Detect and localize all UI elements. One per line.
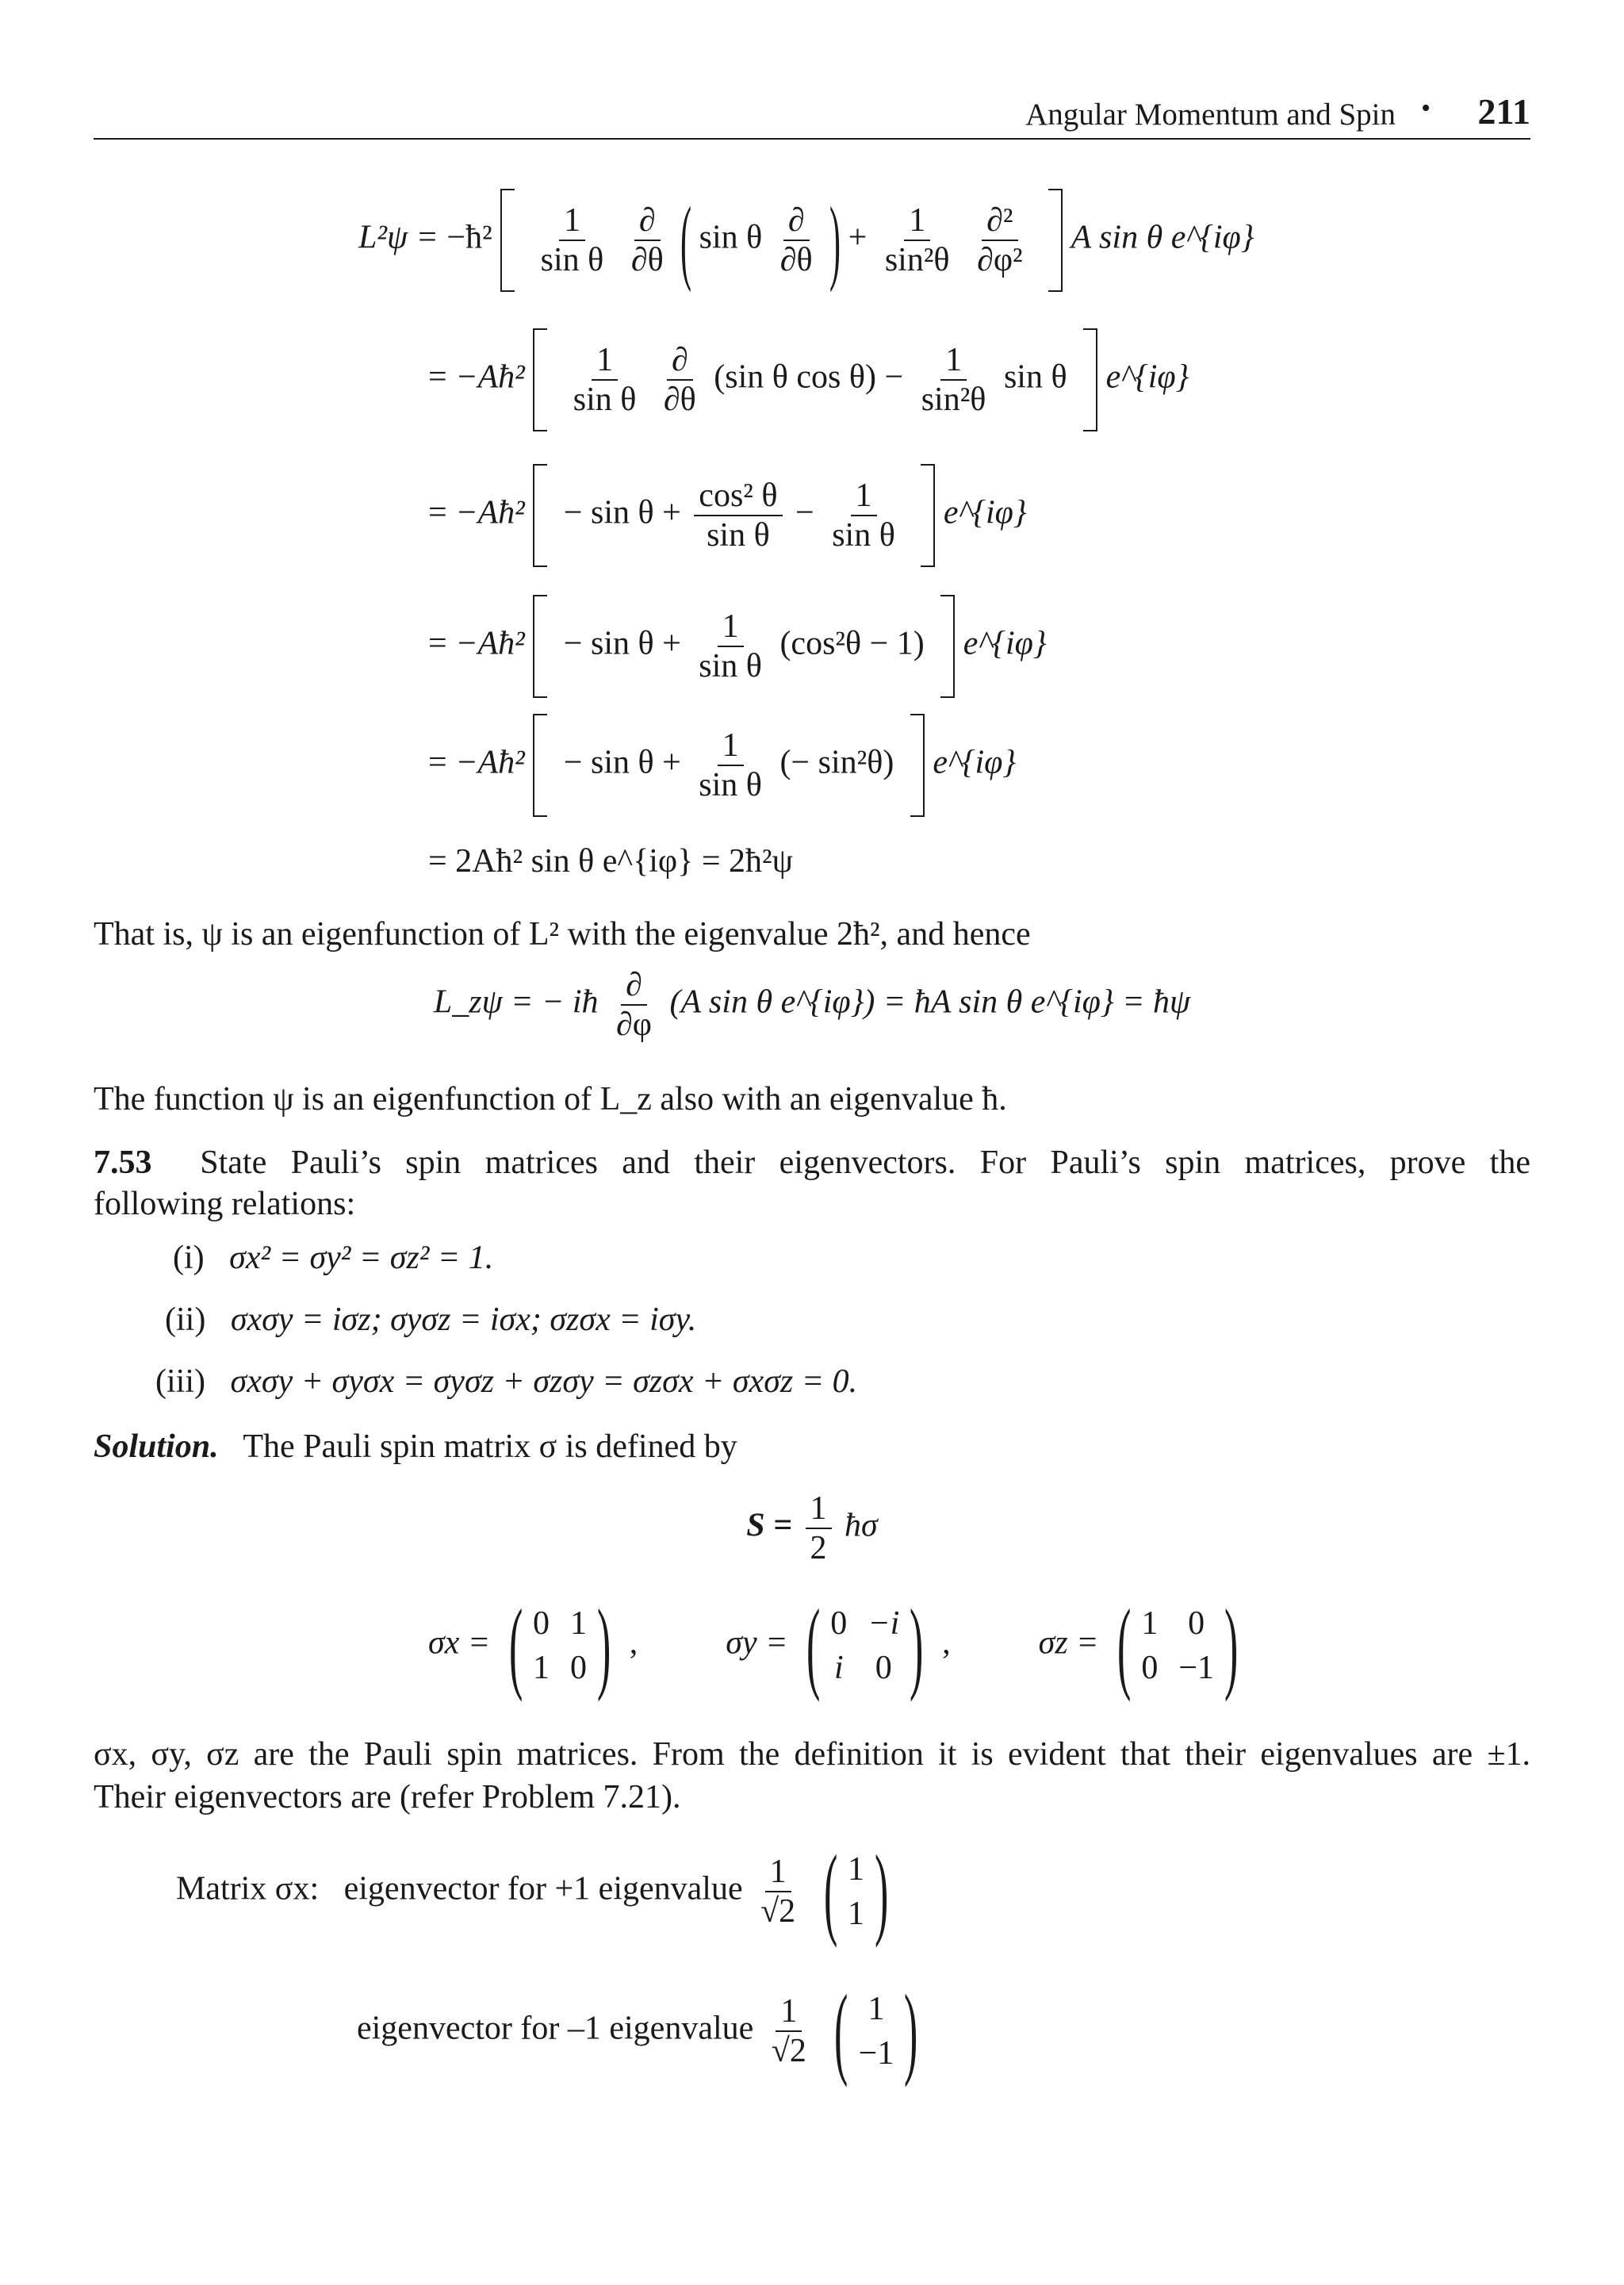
derivation-line-6: [428, 842, 793, 880]
page-number: 211: [1477, 91, 1530, 132]
sigma-y-matrix: [796, 1589, 934, 1703]
sigma-z-label: σz =: [1038, 1624, 1099, 1662]
denominator: ∂θ: [779, 242, 813, 278]
matrix-paren: ): [596, 1589, 611, 1703]
fraction: [694, 609, 767, 684]
matrix-paren: ): [1224, 1589, 1239, 1703]
plus-sign: +: [848, 219, 868, 256]
fraction: [880, 203, 955, 278]
equals-sign: =: [428, 744, 447, 781]
normalization-fraction: [767, 1994, 811, 2068]
matrix-paren: (: [834, 1974, 848, 2088]
numerator: ∂: [783, 203, 810, 241]
denominator: ∂φ: [616, 1006, 653, 1044]
denominator: sin θ: [707, 517, 770, 554]
denominator: √2: [760, 1893, 796, 1930]
denominator: sin²θ: [884, 242, 950, 278]
matrix-paren: ): [874, 1835, 889, 1949]
matrix-entry: 1: [570, 1605, 587, 1642]
close-paren: ): [829, 187, 841, 293]
fraction-half: [806, 1491, 832, 1566]
minus-sign: −: [795, 494, 814, 531]
fraction: [917, 343, 991, 417]
numerator: ∂: [621, 968, 647, 1006]
numerator: 1: [806, 1491, 832, 1529]
lz-rhs: (A sin θ e^{iφ}) = ħA sin θ e^{iφ} = ħψ: [669, 983, 1191, 1021]
line2-paren: (sin θ cos θ) −: [714, 358, 904, 396]
relation-label: (iii): [155, 1363, 205, 1400]
vector-entry: 1: [847, 1896, 864, 1932]
line4-paren: (cos²θ − 1): [779, 625, 925, 662]
fraction: [694, 728, 767, 803]
numerator: ∂: [634, 203, 661, 241]
paragraph-text: σx, σy, σz are the Pauli spin matrices. From the definition it is evident that their eigenvalues are ±1.: [94, 1736, 1530, 1773]
sigma-x-label: σx =: [428, 1624, 491, 1662]
relation-text: σxσy + σyσx = σyσz + σzσy = σzσx + σxσz = 0.: [230, 1363, 858, 1400]
eigenvector-plus: [176, 1835, 898, 1949]
fraction: [569, 343, 642, 417]
matrix-paren: ): [910, 1589, 924, 1703]
right-bracket: [910, 714, 925, 817]
derivation-line-3: [428, 464, 1027, 567]
relation-ii: [165, 1301, 696, 1339]
left-bracket: [500, 189, 515, 292]
line5-paren: (− sin²θ): [779, 744, 894, 781]
numerator: 1: [851, 478, 877, 516]
equals-sign: =: [428, 358, 447, 396]
line3-prefix: −Aħ²: [455, 494, 525, 531]
numerator: 1: [718, 609, 744, 647]
matrix-label: Matrix σx:: [176, 1870, 320, 1907]
lz-lhs: L_zψ = − iħ: [433, 983, 599, 1021]
line3-term: − sin θ +: [563, 494, 681, 531]
matrix-entry: −i: [868, 1605, 900, 1642]
vector-entry: 1: [847, 1851, 864, 1888]
comma: ,: [942, 1624, 951, 1662]
header-bullet: •: [1421, 94, 1431, 123]
relation-label: (i): [173, 1240, 205, 1276]
numerator: 1: [765, 1854, 791, 1892]
spin-definition: [0, 1491, 1624, 1566]
problem-number: 7.53: [94, 1144, 152, 1181]
partial-derivative: [626, 203, 668, 278]
denominator: ∂φ²: [977, 242, 1023, 278]
numerator: 1: [904, 203, 930, 241]
vector-entry: −1: [858, 2035, 894, 2072]
partial-derivative: [659, 343, 701, 417]
relation-i: [173, 1239, 493, 1277]
solution-intro: [94, 1426, 1530, 1467]
denominator: ∂θ: [663, 381, 696, 418]
matrix-entry: 0: [830, 1605, 848, 1642]
line4-term: − sin θ +: [563, 625, 681, 662]
paragraph-lz: [94, 1079, 1530, 1120]
paragraph-eigenvalues: [94, 1734, 1530, 1775]
numerator: 1: [592, 343, 618, 381]
normalization-fraction: [756, 1854, 800, 1929]
paragraph-eigenvalues-cont: [94, 1777, 1530, 1818]
matrix-entry: 0: [875, 1650, 892, 1686]
vector-entry: 1: [868, 1991, 885, 2027]
matrix-paren: (: [508, 1589, 523, 1703]
fraction: [827, 478, 900, 553]
problem-text: State Pauli’s spin matrices and their eigenvectors. For Pauli’s spin matrices, prove the: [200, 1144, 1530, 1181]
line2-tail: e^{iφ}: [1105, 358, 1189, 396]
relation-label: (ii): [165, 1302, 206, 1338]
eigenvector-minus: [357, 1974, 929, 2088]
relation-iii: [155, 1363, 857, 1401]
solution-text: The Pauli spin matrix σ is defined by: [243, 1428, 737, 1465]
line2-after: sin θ: [1003, 358, 1067, 396]
matrix-entry: i: [833, 1650, 844, 1686]
line5-tail: e^{iφ}: [933, 744, 1017, 781]
solution-label: Solution.: [94, 1428, 219, 1465]
right-bracket: [921, 464, 935, 567]
left-bracket: [533, 328, 547, 431]
denominator: sin θ: [540, 242, 604, 278]
denominator: sin θ: [699, 767, 762, 803]
problem-statement: [94, 1142, 1530, 1183]
numerator: ∂: [667, 343, 693, 381]
numerator: ∂²: [982, 203, 1017, 241]
line4-prefix: −Aħ²: [455, 625, 525, 662]
paragraph-eigenfunction: [94, 914, 1530, 955]
sigma-z-matrix: [1107, 1589, 1248, 1703]
matrix-entry: 1: [533, 1650, 550, 1686]
s-def-rhs: ħσ: [845, 1507, 878, 1544]
derivation-line-2: [428, 328, 1189, 431]
right-bracket: [940, 595, 955, 698]
equals-sign: =: [428, 494, 447, 531]
matrix-entry: 1: [1141, 1605, 1159, 1642]
sigma-x-matrix: [499, 1589, 622, 1703]
paragraph-text: The function ψ is an eigenfunction of L_z also with an eigenvalue ħ.: [94, 1081, 1007, 1118]
running-title: Angular Momentum and Spin: [1025, 98, 1396, 132]
line1-lhs: L²ψ =: [358, 219, 439, 256]
matrix-paren: (: [1117, 1589, 1132, 1703]
derivation-line-4: [428, 595, 1047, 698]
numerator: 1: [940, 343, 967, 381]
denominator: ∂θ: [630, 242, 664, 278]
left-bracket: [533, 595, 547, 698]
numerator: 1: [718, 728, 744, 766]
running-header: [94, 86, 1530, 140]
line1-tail: A sin θ e^{iφ}: [1071, 219, 1254, 256]
partial-derivative: [776, 203, 818, 278]
matrix-paren: (: [823, 1835, 837, 1949]
matrix-paren: ): [904, 1974, 918, 2088]
line3-tail: e^{iφ}: [943, 494, 1027, 531]
sigma-y-label: σy =: [726, 1624, 788, 1662]
left-bracket: [533, 714, 547, 817]
derivation-line-5: [428, 714, 1016, 817]
fraction: [536, 203, 609, 278]
open-paren: (: [680, 187, 692, 293]
line4-tail: e^{iφ}: [963, 625, 1047, 662]
denominator: sin θ: [699, 648, 762, 684]
line1-prefix: −ħ²: [446, 219, 492, 256]
partial-derivative: [611, 968, 657, 1042]
matrix-entry: −1: [1178, 1650, 1214, 1686]
line6-result: = 2Aħ² sin θ e^{iφ} = 2ħ²ψ: [428, 843, 793, 880]
comma: ,: [629, 1624, 638, 1662]
numerator: 1: [559, 203, 585, 241]
relation-text: σx² = σy² = σz² = 1.: [229, 1240, 494, 1276]
pauli-matrices: [428, 1589, 1248, 1703]
denominator: sin θ: [832, 517, 895, 554]
s-def-lhs: S =: [746, 1507, 793, 1544]
matrix-paren: (: [806, 1589, 821, 1703]
denominator: sin θ: [573, 381, 637, 418]
numerator: cos² θ: [694, 478, 782, 516]
problem-statement-cont: [94, 1183, 1530, 1225]
matrix-entry: 0: [570, 1650, 587, 1686]
eigenvector-text: eigenvector for –1 eigenvalue: [357, 2010, 754, 2047]
line5-term: − sin θ +: [563, 744, 681, 781]
denominator: 2: [810, 1530, 827, 1567]
eigenvector-text: eigenvector for +1 eigenvalue: [343, 1870, 743, 1907]
problem-text-2: following relations:: [94, 1186, 356, 1222]
matrix-entry: 0: [533, 1605, 550, 1642]
left-bracket: [533, 464, 547, 567]
paragraph-text: That is, ψ is an eigenfunction of L² with the eigenvalue 2ħ², and hence: [94, 916, 1031, 953]
matrix-entry: 0: [1188, 1605, 1205, 1642]
right-bracket: [1083, 328, 1097, 431]
relation-text: σxσy = iσz; σyσz = iσx; σzσx = iσy.: [230, 1302, 697, 1338]
lz-equation: [0, 968, 1624, 1042]
line2-prefix: −Aħ²: [455, 358, 525, 396]
matrix-entry: 0: [1141, 1650, 1159, 1686]
denominator: √2: [771, 2033, 806, 2069]
derivation-line-1: [358, 189, 1254, 292]
fraction: [694, 478, 782, 553]
numerator: 1: [776, 1994, 802, 2032]
equals-sign: =: [428, 625, 447, 662]
right-bracket: [1048, 189, 1063, 292]
denominator: sin²θ: [921, 381, 986, 418]
line5-prefix: −Aħ²: [455, 744, 525, 781]
inner-term: sin θ: [699, 219, 763, 256]
column-vector: [814, 1835, 899, 1949]
column-vector: [824, 1974, 928, 2088]
partial-derivative: [972, 203, 1028, 278]
paragraph-text: Their eigenvectors are (refer Problem 7.21).: [94, 1779, 681, 1815]
